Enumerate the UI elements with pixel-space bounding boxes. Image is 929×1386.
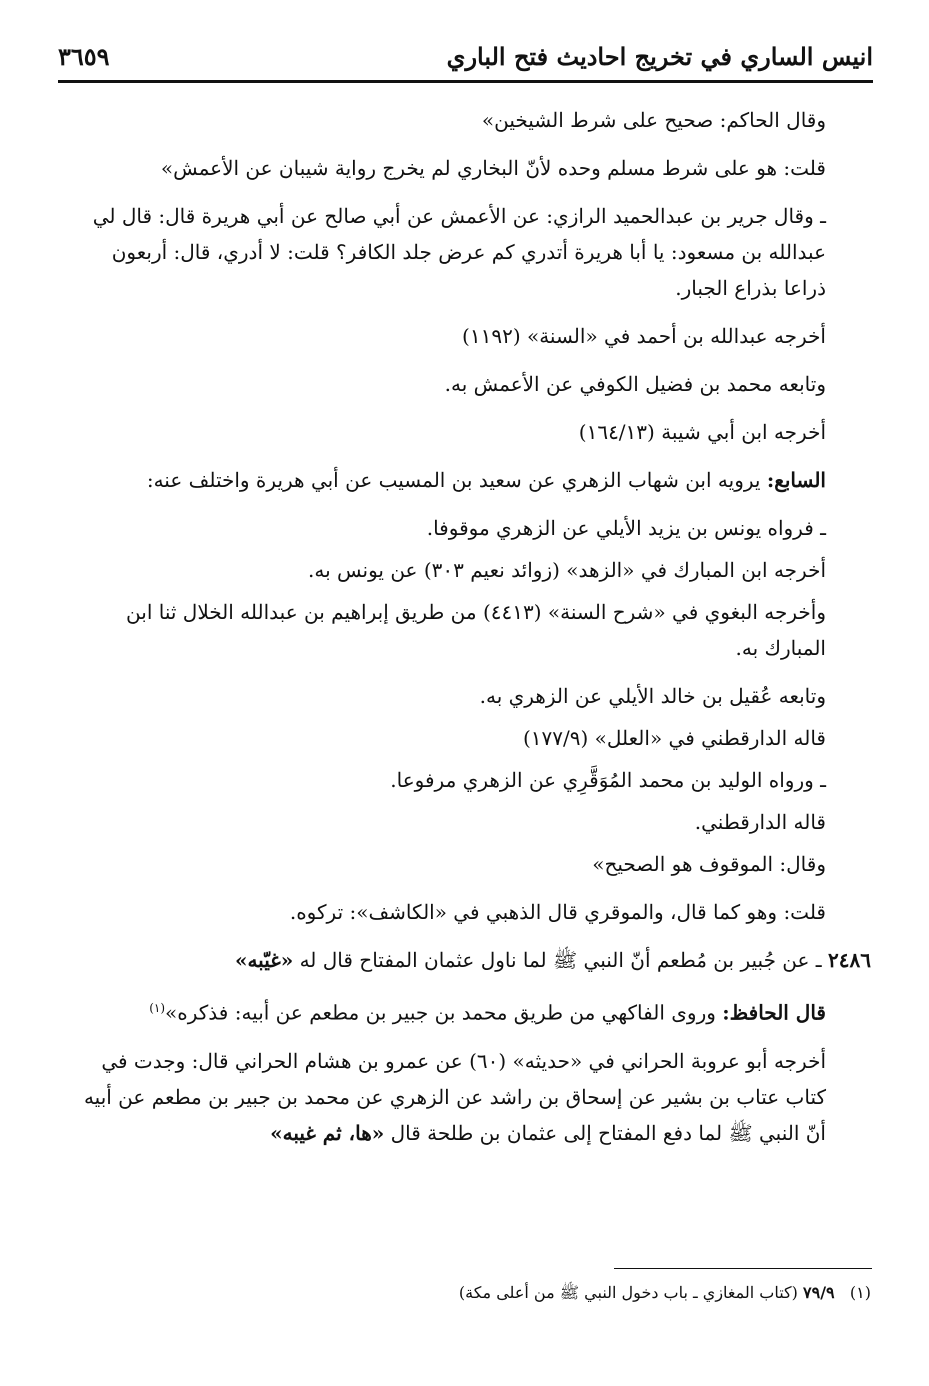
paragraph	[64, 462, 871, 498]
paragraph: قلت: وهو كما قال، والموقري قال الذهبي في «الكاشف»: تركوه.	[289, 900, 826, 924]
running-header	[58, 40, 873, 76]
paragraph: أخرجه ابن المبارك في «الزهد» (زوائد نعيم ٣٠٣) عن يونس به.	[308, 558, 826, 582]
paragraph: قلت: هو على شرط مسلم وحده لأنّ البخاري لم يخرج رواية شيبان عن الأعمش»	[160, 156, 826, 180]
section-label: السابع:	[766, 468, 826, 492]
hafiz-label: قال الحافظ:	[722, 1000, 826, 1025]
footnote	[64, 1280, 871, 1306]
paragraph	[64, 990, 871, 1031]
hadith-heading	[64, 942, 871, 978]
hadith-quote: «غيّبه»	[234, 948, 294, 972]
footnote-mark: (١)	[149, 1001, 166, 1015]
paragraph: ـ ورواه الوليد بن محمد المُوَقَّرِي عن الزهري مرفوعا.	[390, 768, 826, 792]
paragraph: وتابعه محمد بن فضيل الكوفي عن الأعمش به.	[444, 372, 826, 396]
paragraph: ـ فرواه يونس بن يزيد الأيلي عن الزهري موقوفا.	[426, 516, 826, 540]
paragraph: قاله الدارقطني.	[694, 810, 826, 834]
hadith-text: ـ عن جُبير بن مُطعم أنّ النبي ﷺ لما ناول عثمان المفتاح قال له	[299, 948, 822, 972]
paragraph: وقال الحاكم: صحيح على شرط الشيخين»	[481, 108, 826, 132]
paragraph: وأخرجه البغوي في «شرح السنة» (٤٤١٣) من طريق إبراهيم بن عبدالله الخلال ثنا ابن المبارك به.	[126, 600, 826, 660]
hadith-number: ٢٤٨٦	[828, 948, 871, 972]
book-title: انيس الساري في تخريج احاديث فتح الباري	[446, 42, 873, 71]
footnote-text: (كتاب المغازي ـ باب دخول النبي ﷺ من أعلى مكة)	[458, 1283, 798, 1302]
paragraph-text: يرويه ابن شهاب الزهري عن سعيد بن المسيب عن أبي هريرة واختلف عنه:	[146, 468, 761, 492]
paragraph-text: أخرجه أبو عروبة الحراني في «حديثه» (٦٠) عن عمرو بن هشام الحراني قال: وجدت في كتاب عتاب بن بشير عن إسحاق بن راشد عن الزهري عن محمد بن جبير بن مطعم عن أبيه أنّ النبي ﷺ لما دفع المفتاح إلى عثمان بن طلحة قال	[83, 1048, 826, 1145]
page-number: ٣٦٥٩	[58, 42, 110, 71]
paragraph	[64, 1043, 871, 1151]
paragraph-text: وروى الفاكهي من طريق محمد بن جبير بن مطعم عن أبيه: فذكره»	[165, 1000, 716, 1025]
footnote-rule	[614, 1268, 872, 1269]
paragraph: أخرجه عبدالله بن أحمد في «السنة» (١١٩٢)	[462, 324, 826, 348]
paragraph: ـ وقال جرير بن عبدالحميد الرازي: عن الأعمش عن أبي صالح عن أبي هريرة قال: قال لي عبدالله بن مسعود: يا أبا هريرة أتدري كم عرض جلد الكافر؟ قلت: لا أدري، قال: أربعون ذراعا بذراع الجبار.	[92, 204, 826, 300]
footnote-ref: ٧٩/٩	[803, 1283, 835, 1302]
header-rule	[58, 80, 873, 83]
footnote-number: (١)	[849, 1283, 871, 1302]
quote: «ها، ثم غيبه»	[270, 1120, 385, 1145]
paragraph: أخرجه ابن أبي شيبة (١٦٤/١٣)	[578, 420, 826, 444]
paragraph: وتابعه عُقيل بن خالد الأيلي عن الزهري به.	[479, 684, 826, 708]
paragraph: وقال: الموقوف هو الصحيح»	[592, 852, 826, 876]
main-text	[64, 102, 871, 1163]
paragraph: قاله الدارقطني في «العلل» (١٧٧/٩)	[522, 726, 826, 750]
